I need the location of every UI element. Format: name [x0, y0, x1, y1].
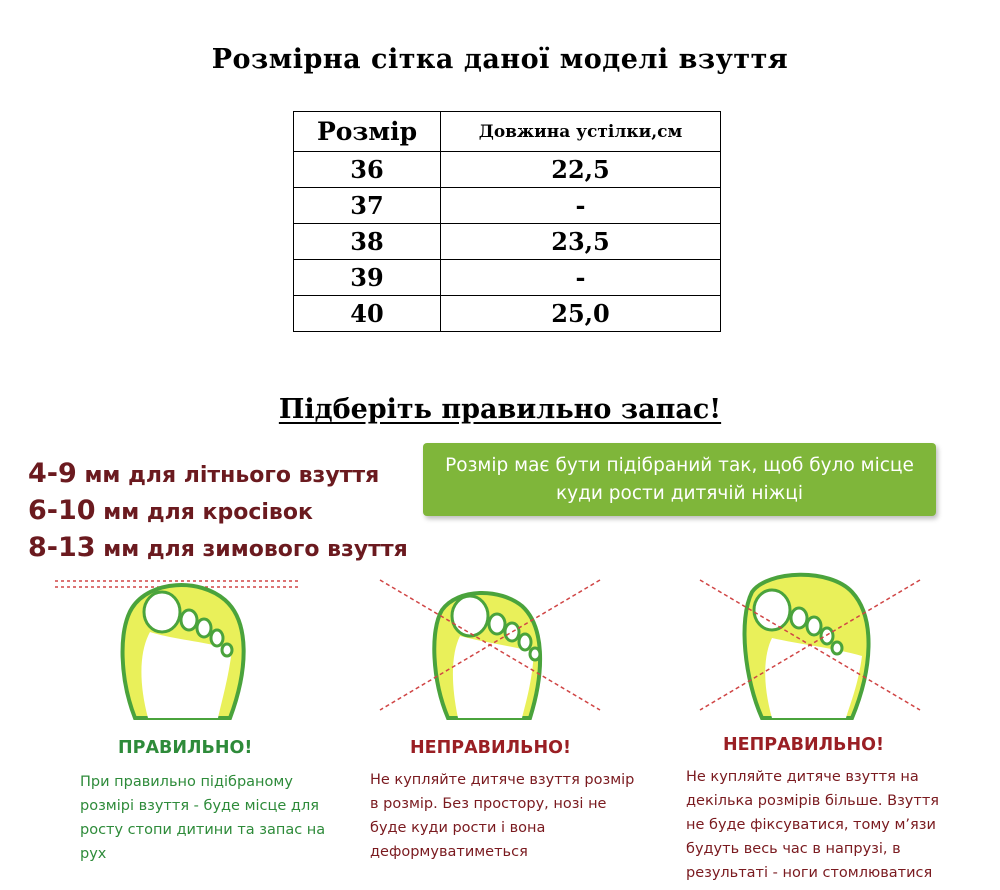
cell-length: 25,0 — [441, 296, 721, 332]
foot-too-big — [700, 575, 920, 718]
reserve-summer — [28, 458, 379, 489]
note-line: декілька розмірів більше. Взуття — [686, 793, 939, 809]
table-row — [294, 188, 721, 224]
verdict-incorrect-big: НЕПРАВИЛЬНО! — [723, 735, 884, 755]
note-line: росту стопи дитини та запас на — [80, 822, 326, 838]
header-insole-length: Довжина устілки,см — [441, 112, 721, 152]
verdict-incorrect-tight: НЕПРАВИЛЬНО! — [410, 738, 571, 758]
note-line: результаті - ноги стомлюватися — [686, 865, 933, 881]
advice-line: Розмір має бути підібраний так, щоб було місце — [445, 455, 914, 476]
verdict-correct: ПРАВИЛЬНО! — [118, 738, 253, 758]
reserve-range: 4-9 — [28, 458, 77, 489]
table-row — [294, 296, 721, 332]
note-line: деформуватиметься — [370, 844, 528, 860]
reserve-label: мм для зимового взуття — [95, 537, 408, 562]
cell-length: 22,5 — [441, 152, 721, 188]
header-size: Розмір — [294, 112, 441, 152]
cell-size: 37 — [294, 188, 441, 224]
reserve-label: мм для кросівок — [95, 500, 313, 525]
foot-illustrations — [0, 570, 1000, 730]
reserve-range: 8-13 — [28, 532, 96, 563]
note-line: Не купляйте дитяче взуття на — [686, 769, 919, 785]
note-incorrect-big — [686, 765, 986, 885]
cell-length: 23,5 — [441, 224, 721, 260]
note-line: буде куди рости і вона — [370, 820, 546, 836]
note-line: розмірі взуття - буде місце для — [80, 798, 319, 814]
reserve-sneakers — [28, 495, 313, 526]
page-title: Розмірна сітка даної моделі взуття — [211, 44, 789, 75]
foot-correct — [55, 581, 300, 718]
foot-tight — [380, 580, 600, 718]
section-subtitle — [0, 394, 1000, 425]
cell-size: 36 — [294, 152, 441, 188]
reserve-winter — [28, 532, 408, 563]
cell-size: 39 — [294, 260, 441, 296]
table-row — [294, 260, 721, 296]
cell-length: - — [441, 188, 721, 224]
subtitle-text: Підберіть правильно запас! — [278, 394, 722, 425]
note-line: в розмір. Без простору, нозі не — [370, 796, 607, 812]
note-incorrect-tight — [370, 768, 670, 864]
note-line: При правильно підібраному — [80, 774, 293, 790]
advice-line: куди рости дитячій ніжці — [555, 483, 804, 504]
cell-size: 38 — [294, 224, 441, 260]
reserve-label: мм для літнього взуття — [76, 463, 380, 488]
reserve-range: 6-10 — [28, 495, 96, 526]
table-header-row — [294, 112, 721, 152]
note-line: не буде фіксуватися, тому м’язи — [686, 817, 936, 833]
note-line: рух — [80, 846, 107, 862]
table-row — [294, 224, 721, 260]
note-line: Не купляйте дитяче взуття розмір — [370, 772, 635, 788]
cell-size: 40 — [294, 296, 441, 332]
size-table — [293, 111, 721, 332]
note-line: будуть весь час в напрузі, в — [686, 841, 901, 857]
advice-box — [423, 443, 936, 516]
cell-length: - — [441, 260, 721, 296]
note-correct — [80, 770, 350, 866]
table-row — [294, 152, 721, 188]
